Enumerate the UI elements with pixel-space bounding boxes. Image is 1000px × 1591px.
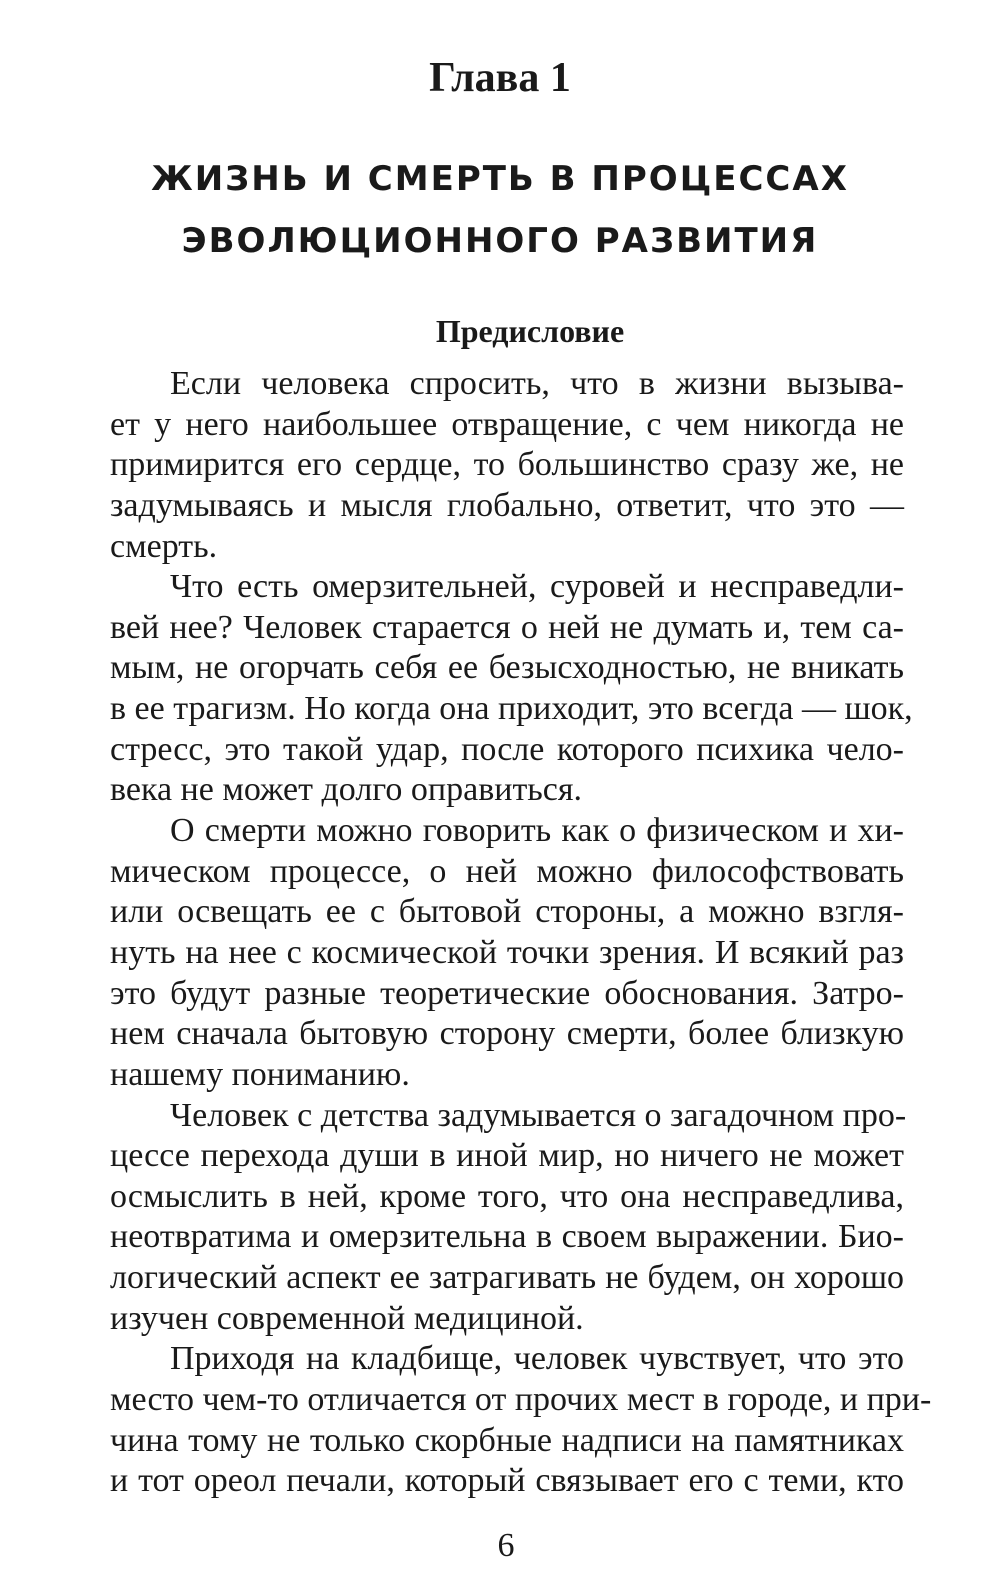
text-line: в ее трагизм. Но когда она приходит, это всегда — шок, <box>110 690 913 728</box>
text-line: логический аспект ее затрагивать не будем, он хорошо <box>110 1259 904 1297</box>
text-line: это будут разные теоретические обоснования. Затро- <box>110 974 904 1012</box>
text-line: О смерти можно говорить как о физическом и хи- <box>170 812 904 850</box>
section-heading: Предисловие <box>435 313 625 349</box>
text-line: цессе перехода души в иной мир, но ничего не может <box>110 1137 904 1175</box>
text-line: неотвратима и омерзительна в своем выражении. Био- <box>110 1218 904 1256</box>
text-line: смерть. <box>110 527 218 565</box>
page-number: 6 <box>497 1527 515 1564</box>
chapter-title-line-2: ЭВОЛЮЦИОННОГО РАЗВИТИЯ <box>181 221 819 261</box>
text-line: мическом процессе, о ней можно философствовать <box>110 852 904 890</box>
text-line: Человек с детства задумывается о загадочном про- <box>170 1096 907 1134</box>
text-line: и тот ореол печали, который связывает его с теми, кто <box>110 1462 904 1500</box>
text-line: стресс, это такой удар, после которого психика чело- <box>110 730 904 768</box>
text-line: Что есть омерзительней, суровей и несправедли- <box>170 568 904 606</box>
text-line: Приходя на кладбище, человек чувствует, что это <box>170 1340 904 1378</box>
text-line: место чем-то отличается от прочих мест в городе, и при- <box>110 1381 932 1419</box>
text-line: задумываясь и мысля глобально, ответит, что это — <box>110 486 904 524</box>
text-line: вей нее? Человек старается о ней не думать и, тем са- <box>110 608 904 646</box>
text-line: или освещать ее с бытовой стороны, а можно взгля- <box>110 893 904 931</box>
text-line: изучен современной медициной. <box>110 1299 584 1337</box>
text-line: примирится его сердце, то большинство сразу же, не <box>110 446 904 484</box>
text-line: нуть на нее с космической точки зрения. И всякий раз <box>110 933 904 971</box>
chapter-title <box>100 148 900 272</box>
text-line: нем сначала бытовую сторону смерти, более близкую <box>110 1015 904 1053</box>
chapter-label: Глава 1 <box>429 55 571 101</box>
chapter-title-line-1: ЖИЗНЬ И СМЕРТЬ В ПРОЦЕССАХ <box>151 159 849 199</box>
text-line: осмыслить в ней, кроме того, что она несправедлива, <box>110 1177 904 1215</box>
text-line: нашему пониманию. <box>110 1055 410 1093</box>
text-line: мым, не огорчать себя ее безысходностью, не вникать <box>110 649 904 687</box>
text-line: ет у него наибольшее отвращение, с чем никогда не <box>110 405 904 443</box>
text-line: чина тому не только скорбные надписи на памятниках <box>110 1421 904 1459</box>
text-line: века не может долго оправиться. <box>110 771 583 809</box>
text-line: Если человека спросить, что в жизни вызыва- <box>170 365 904 402</box>
body-text <box>110 364 932 1502</box>
